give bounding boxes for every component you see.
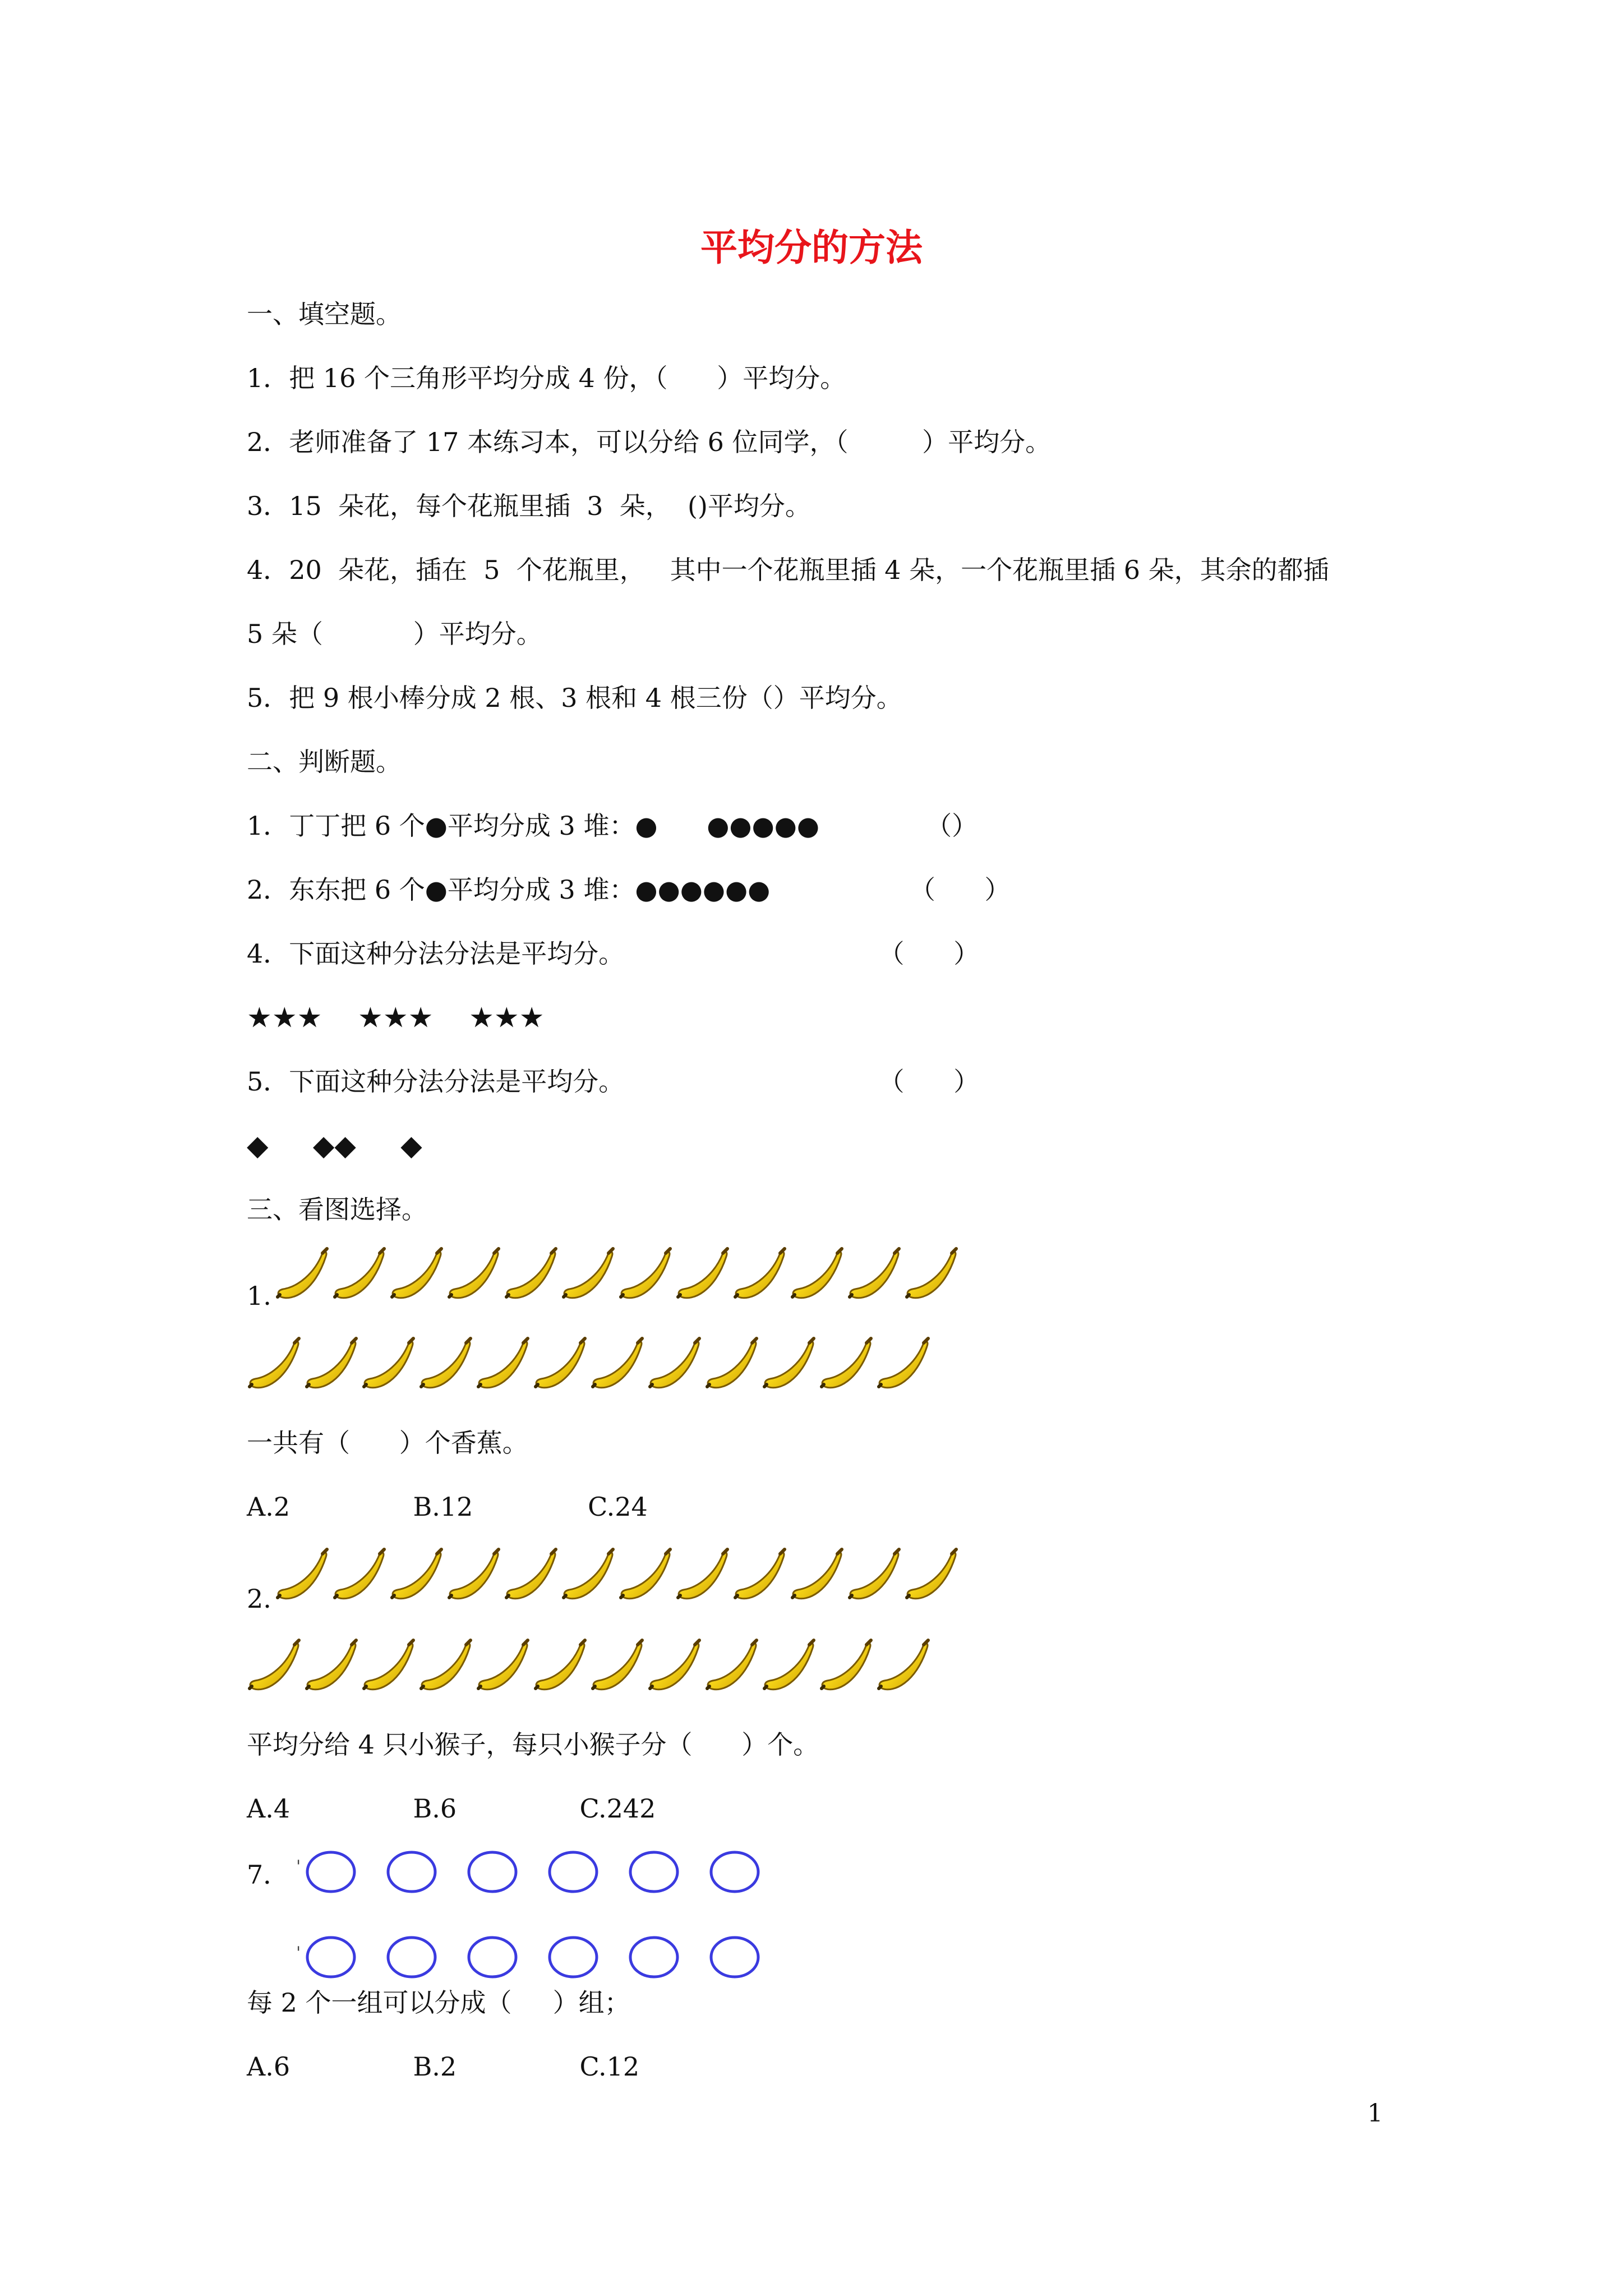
banana-icon: [590, 1637, 647, 1699]
choice-7-number: 7．: [247, 1860, 289, 1890]
banana-icon: [446, 1546, 504, 1608]
circle-icon: [628, 1935, 680, 1979]
banana-icon: [247, 1637, 304, 1699]
banana-icon: [446, 1245, 504, 1307]
banana-icon: [675, 1245, 732, 1307]
banana-icon: [618, 1245, 675, 1307]
stars-figure: ★★★ ★★★ ★★★: [247, 1001, 545, 1034]
choice-2-question: 平均分给 4 只小猴子，每只小猴子分（ ）个。: [247, 1729, 819, 1760]
page-number: 1: [1367, 2099, 1383, 2128]
question-2: 2．老师准备了 17 本练习本，可以分给 6 位同学，（ ）平均分。: [247, 427, 1052, 457]
banana-icon: [762, 1335, 819, 1397]
banana-icon: [704, 1637, 762, 1699]
banana-icon: [504, 1546, 561, 1608]
banana-icon: [533, 1637, 590, 1699]
banana-icon: [304, 1335, 361, 1397]
banana-icon: [332, 1245, 389, 1307]
question-1: 1．把 16 个三角形平均分成 4 份，（ ）平均分。: [247, 363, 846, 393]
banana-icon: [790, 1546, 847, 1608]
ring-row-a: [305, 1850, 760, 1894]
circle-icon: [305, 1935, 357, 1979]
banana-icon: [561, 1245, 618, 1307]
banana-icon: [904, 1245, 961, 1307]
banana-row-1a: [275, 1245, 961, 1307]
page-title: 平均分的方法: [700, 226, 923, 269]
banana-icon: [819, 1335, 876, 1397]
question-5: 5．把 9 根小棒分成 2 根、3 根和 4 根三份（）平均分。: [247, 683, 902, 713]
banana-icon: [418, 1637, 476, 1699]
banana-icon: [732, 1546, 790, 1608]
section-heading-choice: 三、看图选择。: [247, 1194, 427, 1225]
choice-1-number: 1.: [247, 1281, 271, 1311]
banana-icon: [847, 1546, 904, 1608]
diamonds-figure: ◆ ◆◆ ◆: [247, 1129, 422, 1162]
question-4-line2: 5 朵（ ）平均分。: [247, 619, 542, 649]
banana-icon: [361, 1637, 418, 1699]
banana-icon: [590, 1335, 647, 1397]
judgement-4: 4．下面这种分法分法是平均分。 （ ）: [247, 938, 980, 969]
circle-icon: [709, 1850, 760, 1894]
circle-icon: [467, 1935, 518, 1979]
banana-icon: [418, 1335, 476, 1397]
banana-icon: [819, 1637, 876, 1699]
banana-icon: [732, 1245, 790, 1307]
banana-icon: [647, 1637, 704, 1699]
banana-icon: [790, 1245, 847, 1307]
banana-icon: [847, 1245, 904, 1307]
circle-icon: [709, 1935, 760, 1979]
banana-icon: [476, 1335, 533, 1397]
banana-icon: [247, 1335, 304, 1397]
banana-icon: [275, 1245, 332, 1307]
banana-icon: [675, 1546, 732, 1608]
circle-icon: [386, 1850, 437, 1894]
circle-icon: [305, 1850, 357, 1894]
banana-icon: [876, 1637, 933, 1699]
banana-icon: [561, 1546, 618, 1608]
section-heading-judgement: 二、判断题。: [247, 747, 402, 777]
banana-icon: [904, 1546, 961, 1608]
banana-icon: [275, 1546, 332, 1608]
banana-icon: [389, 1245, 446, 1307]
banana-icon: [389, 1546, 446, 1608]
banana-icon: [332, 1546, 389, 1608]
banana-icon: [533, 1335, 590, 1397]
circle-icon: [547, 1850, 599, 1894]
banana-row-1b: [247, 1335, 933, 1397]
choice-7-options: A.6 B.2 C.12: [247, 2051, 640, 2082]
choice-2-number: 2.: [247, 1584, 271, 1614]
question-4-line1: 4．20 朵花，插在 5 个花瓶里， 其中一个花瓶里插 4 朵，一个花瓶里插 6 朵，其余的都插: [247, 555, 1329, 585]
ring-row-b: [305, 1935, 760, 1979]
judgement-1: 1．丁丁把 6 个●平均分成 3 堆：● ●●●●● （）: [247, 811, 978, 841]
section-heading-fill-blank: 一、填空题。: [247, 299, 402, 329]
banana-icon: [304, 1637, 361, 1699]
circle-icon: [386, 1935, 437, 1979]
banana-icon: [476, 1637, 533, 1699]
banana-icon: [647, 1335, 704, 1397]
banana-icon: [762, 1637, 819, 1699]
question-3: 3．15 朵花，每个花瓶里插 3 朵， ()平均分。: [247, 491, 811, 521]
choice-1-question: 一共有（ ）个香蕉。: [247, 1428, 528, 1458]
banana-icon: [618, 1546, 675, 1608]
choice-1-options: A.2 B.12 C.24: [247, 1492, 648, 1522]
choice-2-options: A.4 B.6 C.242: [247, 1793, 656, 1824]
choice-7-question: 每 2 个一组可以分成（ ）组；: [247, 1987, 630, 2018]
banana-row-2a: [275, 1546, 961, 1608]
judgement-5: 5．下面这种分法分法是平均分。 （ ）: [247, 1066, 980, 1097]
banana-row-2b: [247, 1637, 933, 1699]
judgement-2: 2．东东把 6 个●平均分成 3 堆：●●●●●● （ ）: [247, 875, 1011, 905]
circle-icon: [467, 1850, 518, 1894]
banana-icon: [876, 1335, 933, 1397]
circle-icon: [547, 1935, 599, 1979]
banana-icon: [504, 1245, 561, 1307]
banana-icon: [361, 1335, 418, 1397]
circle-icon: [628, 1850, 680, 1894]
banana-icon: [704, 1335, 762, 1397]
